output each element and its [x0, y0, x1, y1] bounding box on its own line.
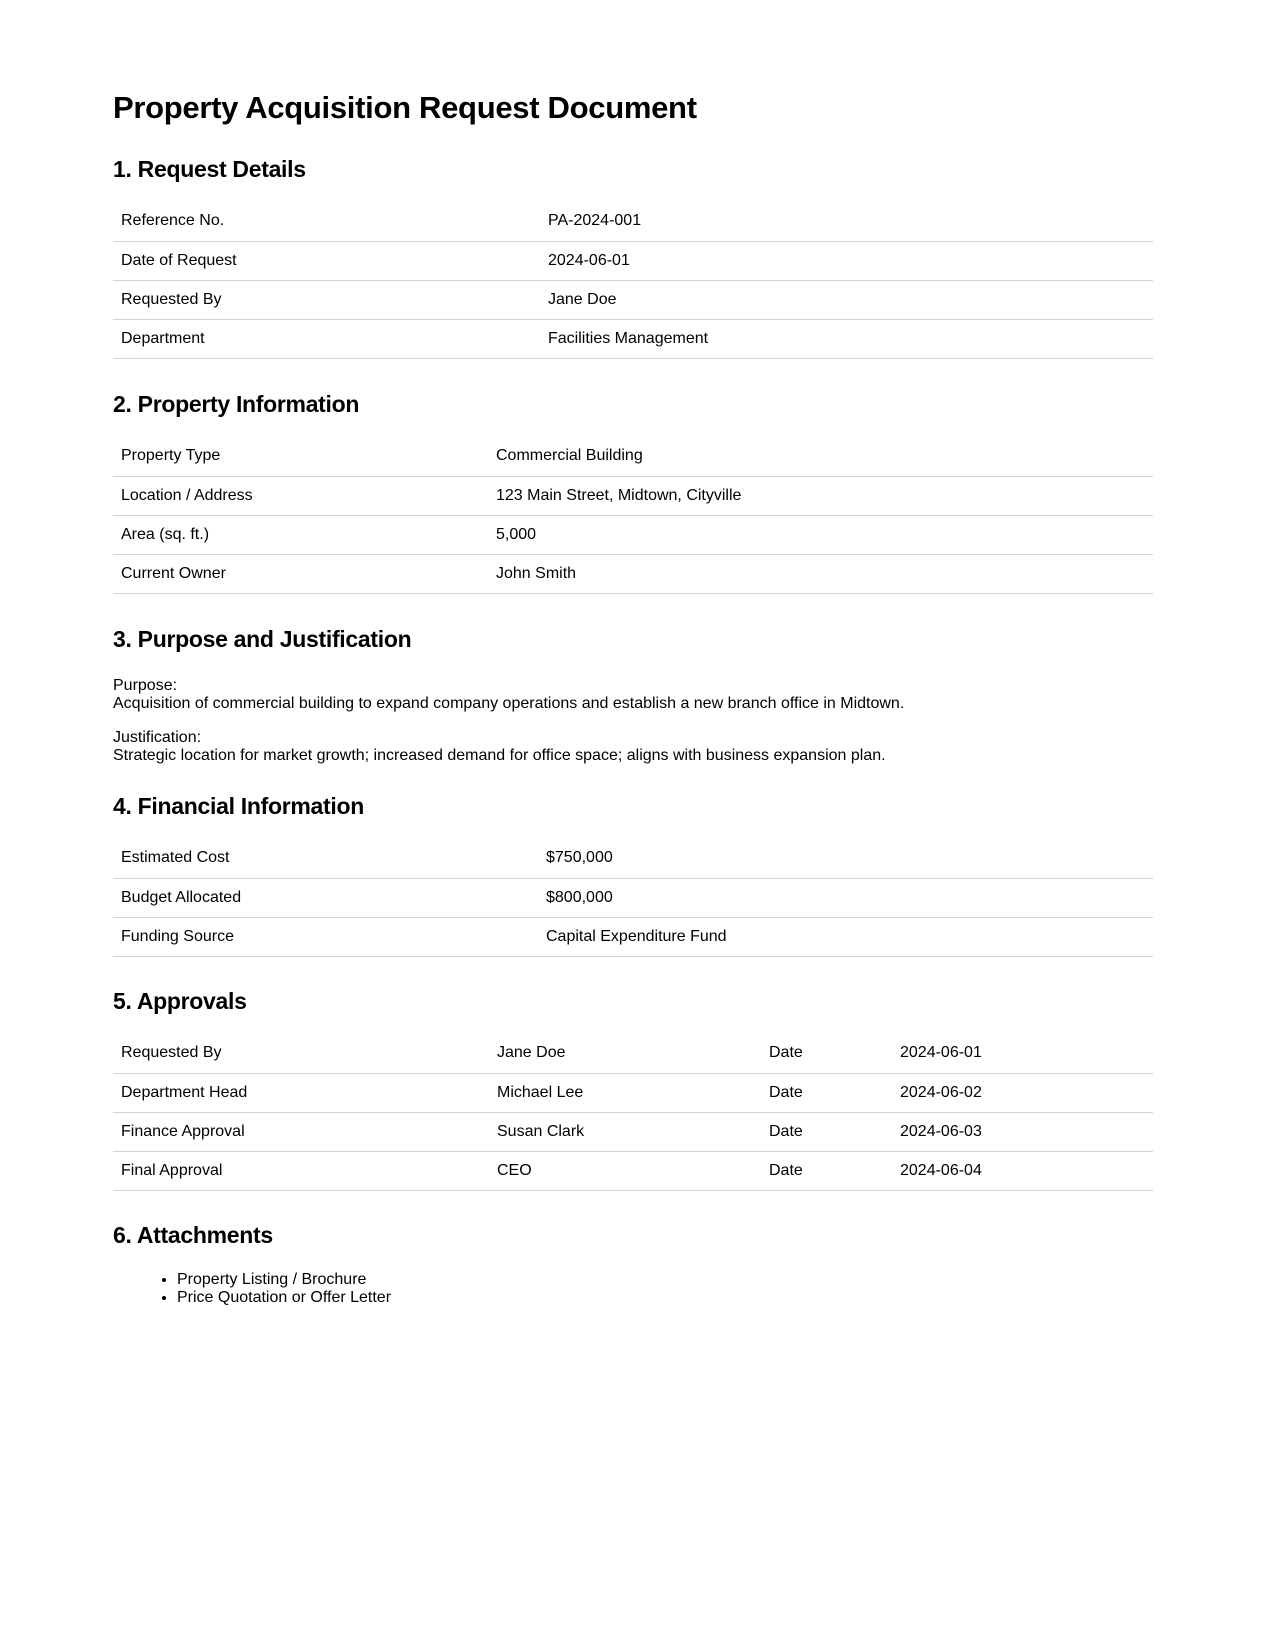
approval-role: Finance Approval — [113, 1112, 489, 1151]
purpose-block — [113, 677, 904, 713]
approvals-table — [113, 1034, 1153, 1191]
table-row — [113, 1112, 1153, 1151]
list-item: • Property Listing / Brochure — [177, 1271, 391, 1289]
field-label: Date of Request — [113, 241, 540, 280]
approval-date: 2024-06-03 — [892, 1112, 1153, 1151]
date-label: Date — [761, 1034, 892, 1073]
table-row — [113, 202, 1153, 241]
field-label: Area (sq. ft.) — [113, 515, 488, 554]
justification-text: Strategic location for market growth; increased demand for office space; aligns with business expansion plan. — [113, 747, 886, 764]
field-label: Property Type — [113, 437, 488, 476]
approval-date: 2024-06-04 — [892, 1151, 1153, 1190]
field-value: $800,000 — [538, 878, 1153, 917]
table-row — [113, 554, 1153, 593]
date-label: Date — [761, 1151, 892, 1190]
field-label: Current Owner — [113, 554, 488, 593]
section-heading-financial: 4. Financial Information — [113, 793, 364, 819]
table-row — [113, 917, 1153, 956]
field-value: PA-2024-001 — [540, 202, 1153, 241]
field-value: Capital Expenditure Fund — [538, 917, 1153, 956]
approver-name: CEO — [489, 1151, 761, 1190]
justification-label: Justification: — [113, 729, 202, 746]
field-value: Facilities Management — [540, 319, 1153, 358]
field-value: 123 Main Street, Midtown, Cityville — [488, 476, 1153, 515]
field-label: Estimated Cost — [113, 839, 538, 878]
table-row — [113, 878, 1153, 917]
table-row — [113, 476, 1153, 515]
field-value: $750,000 — [538, 839, 1153, 878]
field-value: Jane Doe — [540, 280, 1153, 319]
field-value: John Smith — [488, 554, 1153, 593]
approver-name: Susan Clark — [489, 1112, 761, 1151]
table-row — [113, 280, 1153, 319]
approval-role: Requested By — [113, 1034, 489, 1073]
approval-role: Department Head — [113, 1073, 489, 1112]
property-information-table — [113, 437, 1153, 594]
justification-block — [113, 729, 886, 765]
purpose-text: Acquisition of commercial building to expand company operations and establish a new branch office in Midtown. — [113, 695, 905, 712]
field-label: Location / Address — [113, 476, 488, 515]
list-item: • Price Quotation or Offer Letter — [177, 1289, 391, 1307]
approver-name: Michael Lee — [489, 1073, 761, 1112]
field-value: Commercial Building — [488, 437, 1153, 476]
field-label: Funding Source — [113, 917, 538, 956]
attachments-list — [113, 1271, 391, 1307]
field-label: Reference No. — [113, 202, 540, 241]
table-row — [113, 839, 1153, 878]
table-row — [113, 1034, 1153, 1073]
field-value: 5,000 — [488, 515, 1153, 554]
approval-date: 2024-06-01 — [892, 1034, 1153, 1073]
field-label: Department — [113, 319, 540, 358]
document-title: Property Acquisition Request Document — [113, 90, 697, 125]
section-heading-request-details: 1. Request Details — [113, 156, 306, 182]
section-heading-attachments: 6. Attachments — [113, 1222, 273, 1248]
approval-role: Final Approval — [113, 1151, 489, 1190]
purpose-label: Purpose: — [113, 677, 178, 694]
approver-name: Jane Doe — [489, 1034, 761, 1073]
section-heading-property-information: 2. Property Information — [113, 391, 360, 417]
date-label: Date — [761, 1073, 892, 1112]
section-heading-approvals: 5. Approvals — [113, 988, 247, 1014]
table-row — [113, 1073, 1153, 1112]
section-heading-purpose: 3. Purpose and Justification — [113, 626, 412, 652]
field-label: Requested By — [113, 280, 540, 319]
field-value: 2024-06-01 — [540, 241, 1153, 280]
date-label: Date — [761, 1112, 892, 1151]
request-details-table — [113, 202, 1153, 359]
table-row — [113, 241, 1153, 280]
table-row — [113, 319, 1153, 358]
table-row — [113, 437, 1153, 476]
table-row — [113, 515, 1153, 554]
approval-date: 2024-06-02 — [892, 1073, 1153, 1112]
financial-table — [113, 839, 1153, 957]
table-row — [113, 1151, 1153, 1190]
field-label: Budget Allocated — [113, 878, 538, 917]
